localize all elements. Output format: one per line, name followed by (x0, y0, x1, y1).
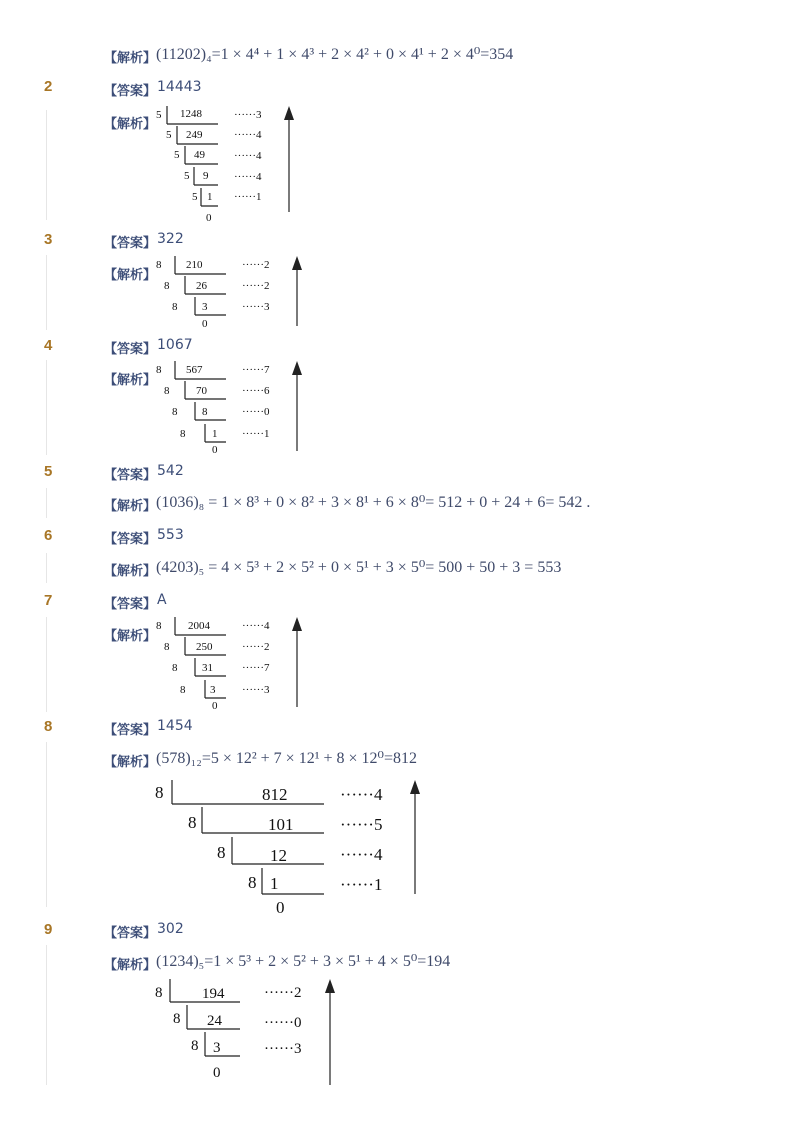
q4-remainder: ······7 (242, 364, 270, 376)
q3-answer: 322 (157, 231, 184, 247)
q9-remainder: ······0 (264, 1015, 302, 1031)
q9-quotient: 0 (213, 1065, 221, 1081)
q8-divisor: 8 (155, 783, 164, 802)
q7-divisor: 8 (172, 662, 178, 674)
q9-remainder: ······3 (264, 1041, 302, 1057)
q4-remainder: ······0 (242, 406, 270, 418)
q9-quotient: 194 (202, 986, 225, 1002)
q4-quotient: 70 (196, 385, 207, 397)
q1-analysis-formula: (11202)₄=1 × 4⁴ + 1 × 4³ + 2 × 4² + 0 × 4¹ + 2 × 4⁰=354 (156, 46, 514, 63)
analysis-label: 【解析】 (104, 564, 157, 579)
analysis-label: 【解析】 (104, 373, 157, 388)
q3-quotient: 3 (202, 301, 208, 313)
q8-quotient: 812 (262, 785, 288, 804)
q3-remainder: ······2 (242, 280, 270, 292)
q3-quotient: 210 (186, 259, 203, 271)
q8-quotient: 12 (270, 846, 287, 865)
q4-quotient: 567 (186, 364, 203, 376)
q4-quotient: 1 (212, 428, 218, 440)
q9-division-diagram (150, 975, 350, 1090)
q5-answer: 542 (157, 463, 184, 479)
q7-divisor: 8 (164, 641, 170, 653)
divider-line (46, 617, 47, 712)
q2-remainder: ······3 (234, 109, 262, 121)
arrow-head-icon (292, 617, 302, 631)
q9-divisor: 8 (191, 1038, 199, 1054)
q7-divisor: 8 (156, 620, 162, 632)
q7-quotient: 250 (196, 641, 213, 653)
divider-line (46, 255, 47, 330)
q3-remainder: ······3 (242, 301, 270, 313)
q4-divisor: 8 (172, 406, 178, 418)
q4-quotient: 8 (202, 406, 208, 418)
arrow-head-icon (325, 979, 335, 993)
answer-label: 【答案】 (104, 597, 157, 612)
answer-label: 【答案】 (104, 926, 157, 941)
question-number: 8 (44, 718, 53, 735)
divider-line (46, 945, 47, 1085)
q2-remainder: ······1 (234, 191, 262, 203)
q4-divisor: 8 (180, 428, 186, 440)
arrow-head-icon (292, 361, 302, 375)
q9-analysis-formula: (1234)₅=1 × 5³ + 2 × 5² + 3 × 5¹ + 4 × 5⁰=194 (156, 953, 451, 970)
q2-quotient: 249 (186, 129, 203, 141)
q3-remainder: ······2 (242, 259, 270, 271)
answer-label: 【答案】 (104, 532, 157, 547)
q8-divisor: 8 (217, 843, 226, 862)
analysis-label: 【解析】 (104, 958, 157, 973)
divider-line (46, 110, 47, 220)
q8-remainder: ······4 (340, 785, 383, 804)
answer-label: 【答案】 (104, 236, 157, 251)
q7-remainder: ······4 (242, 620, 270, 632)
analysis-label: 【解析】 (104, 499, 157, 514)
q2-divisor: 5 (192, 191, 198, 203)
question-number: 7 (44, 592, 53, 609)
q7-remainder: ······2 (242, 641, 270, 653)
q4-remainder: ······1 (242, 428, 270, 440)
q9-answer: 302 (157, 921, 184, 937)
q2-quotient: 1248 (180, 108, 202, 120)
analysis-label: 【解析】 (104, 755, 157, 770)
q4-answer: 1067 (157, 337, 193, 353)
q4-division-diagram (150, 357, 310, 457)
answer-label: 【答案】 (104, 84, 157, 99)
analysis-label: 【解析】 (104, 117, 157, 132)
q3-divisor: 8 (164, 280, 170, 292)
q8-quotient: 101 (268, 815, 294, 834)
q2-quotient: 49 (194, 149, 205, 161)
q2-remainder: ······4 (234, 150, 262, 162)
answer-label: 【答案】 (104, 723, 157, 738)
analysis-label: 【解析】 (104, 629, 157, 644)
q9-remainder: ······2 (264, 985, 302, 1001)
divider-line (46, 488, 47, 518)
arrow-head-icon (292, 256, 302, 270)
q6-analysis-formula: (4203)₅ = 4 × 5³ + 2 × 5² + 0 × 5¹ + 3 × 5⁰= 500 + 50 + 3 = 553 (156, 559, 562, 576)
q3-quotient: 0 (202, 318, 208, 330)
divider-line (46, 742, 47, 907)
q2-answer: 14443 (157, 79, 202, 95)
q4-divisor: 8 (164, 385, 170, 397)
q3-divisor: 8 (156, 259, 162, 271)
q6-answer: 553 (157, 527, 184, 543)
analysis-label: 【解析】 (104, 51, 157, 66)
q7-quotient: 0 (212, 700, 218, 712)
q9-divisor: 8 (173, 1011, 181, 1027)
question-number: 9 (44, 921, 53, 938)
q9-quotient: 3 (213, 1040, 221, 1056)
q2-quotient: 0 (206, 212, 212, 224)
q2-division-diagram (150, 100, 310, 228)
q8-remainder: ······1 (340, 875, 383, 894)
q2-divisor: 5 (174, 149, 180, 161)
q9-quotient: 24 (207, 1013, 222, 1029)
q7-division-diagram (150, 613, 310, 713)
q8-remainder: ······5 (340, 815, 383, 834)
q8-quotient: 1 (270, 874, 279, 893)
question-number: 4 (44, 337, 53, 354)
q4-remainder: ······6 (242, 385, 270, 397)
q4-quotient: 0 (212, 444, 218, 456)
q8-quotient: 0 (276, 898, 285, 917)
question-number: 2 (44, 78, 53, 95)
question-number: 6 (44, 527, 53, 544)
q9-divisor: 8 (155, 985, 163, 1001)
q7-remainder: ······3 (242, 684, 270, 696)
q3-quotient: 26 (196, 280, 207, 292)
answer-label: 【答案】 (104, 342, 157, 357)
q3-division-diagram (150, 252, 310, 332)
q2-quotient: 1 (207, 191, 213, 203)
q7-quotient: 2004 (188, 620, 210, 632)
q2-quotient: 9 (203, 170, 209, 182)
q8-remainder: ······4 (340, 845, 383, 864)
q8-analysis-formula: (578)₁₂=5 × 12² + 7 × 12¹ + 8 × 12⁰=812 (156, 750, 417, 767)
q7-remainder: ······7 (242, 662, 270, 674)
q2-remainder: ······4 (234, 129, 262, 141)
q2-remainder: ······4 (234, 171, 262, 183)
divider-line (46, 553, 47, 583)
analysis-label: 【解析】 (104, 268, 157, 283)
q5-analysis-formula: (1036)₈ = 1 × 8³ + 0 × 8² + 3 × 8¹ + 6 × 8⁰= 512 + 0 + 24 + 6= 542 . (156, 494, 591, 511)
q8-divisor: 8 (188, 813, 197, 832)
q3-divisor: 8 (172, 301, 178, 313)
q8-division-diagram (150, 776, 440, 918)
q4-divisor: 8 (156, 364, 162, 376)
q7-divisor: 8 (180, 684, 186, 696)
q7-quotient: 3 (210, 684, 216, 696)
q2-divisor: 5 (184, 170, 190, 182)
q2-divisor: 5 (166, 129, 172, 141)
arrow-head-icon (410, 780, 420, 794)
arrow-head-icon (284, 106, 294, 120)
question-number: 3 (44, 231, 53, 248)
q7-answer: A (157, 592, 167, 608)
q2-divisor: 5 (156, 109, 162, 121)
q8-answer: 1454 (157, 718, 193, 734)
answer-label: 【答案】 (104, 468, 157, 483)
q7-quotient: 31 (202, 662, 213, 674)
divider-line (46, 360, 47, 455)
question-number: 5 (44, 463, 53, 480)
q8-divisor: 8 (248, 873, 257, 892)
